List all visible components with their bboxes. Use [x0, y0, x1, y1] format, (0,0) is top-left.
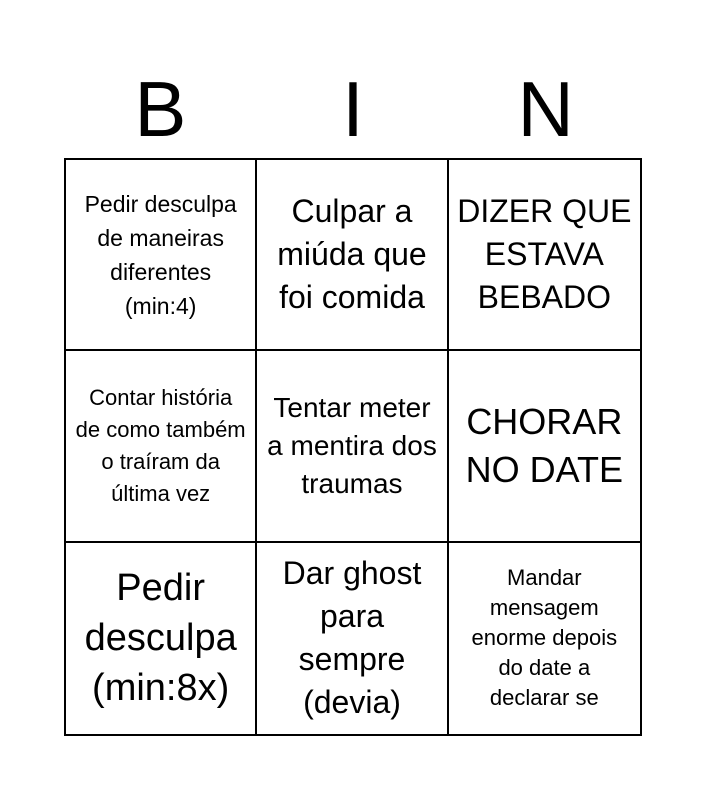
- header-letter-b: B: [134, 65, 187, 153]
- cell-text: Contar história de como também o traíram da última vez: [75, 384, 246, 506]
- cell-text: Tentar meter a mentira dos traumas: [267, 391, 437, 499]
- cell-text: Dar ghost para sempre (devia): [282, 555, 422, 721]
- cell-text: Pedir desculpa (min:8x): [84, 567, 237, 710]
- bingo-cell-r2c3[interactable]: [449, 351, 640, 542]
- cell-text: Mandar mensagem enorme depois do date a declarar se: [471, 565, 618, 711]
- header-letter-i: I: [342, 65, 364, 153]
- header-letter-n: N: [517, 65, 574, 153]
- bingo-cell-r2c1[interactable]: [66, 351, 257, 542]
- cell-text: CHORAR NO DATE: [465, 400, 623, 490]
- bingo-cell-r1c3[interactable]: [449, 160, 640, 351]
- bingo-header: [64, 60, 642, 158]
- cell-text: DIZER QUE ESTAVA BEBADO: [457, 193, 632, 316]
- bingo-cell-r1c2[interactable]: [257, 160, 448, 351]
- bingo-cell-r3c1[interactable]: [66, 543, 257, 734]
- cell-text: Culpar a miúda que foi comida: [277, 193, 427, 316]
- bingo-cell-r3c3[interactable]: [449, 543, 640, 734]
- bingo-cell-r2c2[interactable]: [257, 351, 448, 542]
- bingo-cell-r1c1[interactable]: [66, 160, 257, 351]
- bingo-cell-r3c2[interactable]: [257, 543, 448, 734]
- bingo-board: [64, 158, 642, 736]
- cell-text: Pedir desculpa de maneiras diferentes (min:4): [84, 190, 237, 319]
